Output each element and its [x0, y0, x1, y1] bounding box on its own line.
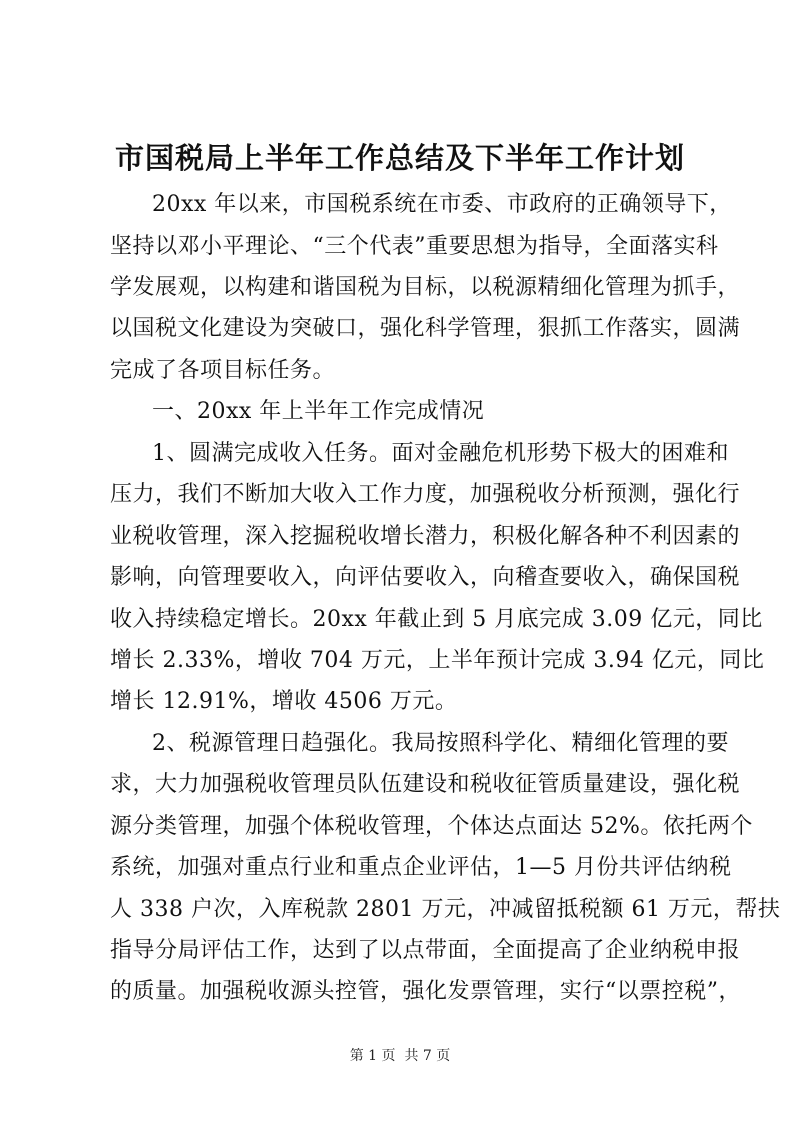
text-line: 以国税文化建设为突破口，强化科学管理，狠抓工作落实，圆满 [110, 316, 741, 341]
text-line: 学发展观，以构建和谐国税为目标，以税源精细化管理为抓手， [110, 275, 741, 300]
text-line: 完成了各项目标任务。 [110, 358, 336, 383]
text-line: 20xx 年以来，市国税系统在市委、市政府的正确领导下， [152, 192, 732, 217]
text-line: 人 338 户次，入库税款 2801 万元，冲减留抵税额 61 万元，帮扶 [110, 897, 781, 922]
text-line: 2、税源管理日趋强化。我局按照科学化、精细化管理的要 [152, 731, 729, 756]
text-line: 指导分局评估工作，达到了以点带面，全面提高了企业纳税申报 [110, 938, 741, 963]
text-line: 增长 12.91%，增收 4506 万元。 [110, 689, 458, 714]
text-line: 增长 2.33%，增收 704 万元，上半年预计完成 3.94 亿元，同比 [110, 648, 765, 673]
page-footer [0, 1046, 800, 1066]
text-line: 源分类管理，加强个体税收管理，个体达点面达 52%。依托两个 [110, 814, 753, 839]
page-number-label: 第 1 页 共 7 页 [349, 1048, 451, 1064]
text-line: 的质量。加强税收源头控管，强化发票管理，实行“以票控税”， [110, 979, 741, 1004]
text-line: 收入持续稳定增长。20xx 年截止到 5 月底完成 3.09 亿元，同比 [110, 607, 763, 632]
text-line: 业税收管理，深入挖掘税收增长潜力，积极化解各种不利因素的 [110, 524, 741, 549]
text-line: 压力，我们不断加大收入工作力度，加强税收分析预测，强化行 [110, 482, 741, 507]
text-line: 影响，向管理要收入，向评估要收入，向稽查要收入，确保国税 [110, 565, 741, 590]
text-line: 坚持以邓小平理论、“三个代表”重要思想为指导，全面落实科 [110, 234, 719, 259]
section-heading: 一、20xx 年上半年工作完成情况 [152, 399, 485, 424]
text-line: 系统，加强对重点行业和重点企业评估，1—5 月份共评估纳税 [110, 855, 732, 880]
document-title: 市国税局上半年工作总结及下半年工作计划 [114, 141, 685, 175]
text-line: 求，大力加强税收管理员队伍建设和税收征管质量建设，强化税 [110, 772, 741, 797]
text-line: 1、圆满完成收入任务。面对金融危机形势下极大的困难和 [152, 441, 729, 466]
